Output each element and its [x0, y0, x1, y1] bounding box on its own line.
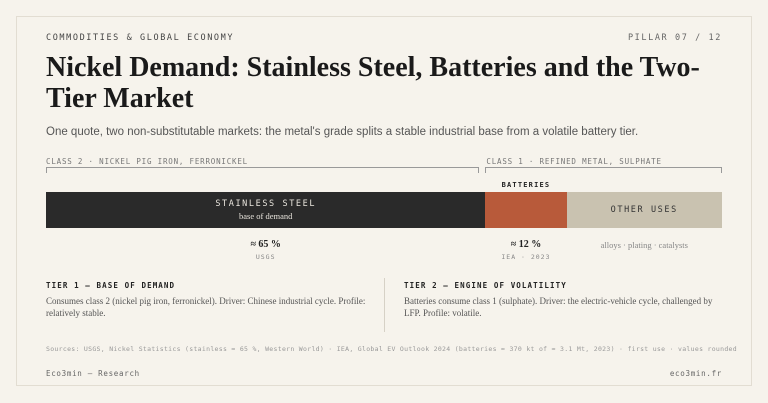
demand-stacked-bar [46, 192, 722, 228]
bar-segment-batteries [485, 192, 566, 228]
tier1-heading: TIER 1 — BASE OF DEMAND [46, 281, 176, 290]
section-kicker: COMMODITIES & GLOBAL ECONOMY [46, 33, 235, 43]
page-title: Nickel Demand: Stainless Steel, Batteries and the Two-Tier Market [46, 52, 700, 114]
value-batteries [466, 239, 586, 261]
tier1-text: Consumes class 2 (nickel pig iron, ferronickel). Driver: Chinese industrial cycle. Profile: relatively stable. [46, 296, 366, 318]
page-subtitle: One quote, two non-substitutable markets: the metal's grade splits a stable industrial base from a volatile battery tier. [46, 126, 639, 138]
segment-label-other-uses: OTHER USES [610, 205, 678, 215]
tier2-block [404, 281, 722, 319]
pillar-counter: PILLAR 07 / 12 [627, 33, 722, 43]
footer-site: eco3min.fr [669, 369, 722, 378]
bar-segment-other-uses [567, 192, 722, 228]
batteries-label: BATTERIES [501, 181, 551, 189]
tier1-block [46, 281, 366, 319]
value-label-batteries: ≈ 12 % [510, 239, 542, 250]
value-source-stainless-steel: USGS [255, 253, 276, 261]
tier2-heading: TIER 2 — ENGINE OF VOLATILITY [404, 281, 567, 290]
class2-bracket [46, 167, 479, 173]
sources-note: Sources: USGS, Nickel Statistics (stainless ≈ 65 %, Western World) · IEA, Global EV Outlook 2024 (batteries ≈ 370 kt of ≈ 3.1 Mt, 2023) · first use · values rounded [46, 345, 737, 353]
tier2-text: Batteries consume class 1 (sulphate). Driver: the electric-vehicle cycle, challenged by LFP. Profile: volatile. [404, 296, 713, 318]
tier-divider [384, 278, 385, 332]
other-uses-note: alloys · plating · catalysts [600, 240, 688, 250]
value-stainless-steel [206, 239, 326, 261]
bar-segment-stainless-steel [46, 192, 485, 228]
class1-bracket [485, 167, 722, 173]
footer-brand: Eco3min — Research [46, 369, 140, 378]
class2-label: CLASS 2 · NICKEL PIG IRON, FERRONICKEL [46, 157, 248, 166]
class1-label: CLASS 1 · REFINED METAL, SULPHATE [486, 157, 662, 166]
segment-label-stainless-steel: STAINLESS STEEL [215, 199, 317, 209]
value-label-stainless-steel: ≈ 65 % [250, 239, 281, 250]
segment-sublabel-stainless-steel: base of demand [239, 211, 293, 221]
value-source-batteries: IEA · 2023 [501, 253, 551, 261]
